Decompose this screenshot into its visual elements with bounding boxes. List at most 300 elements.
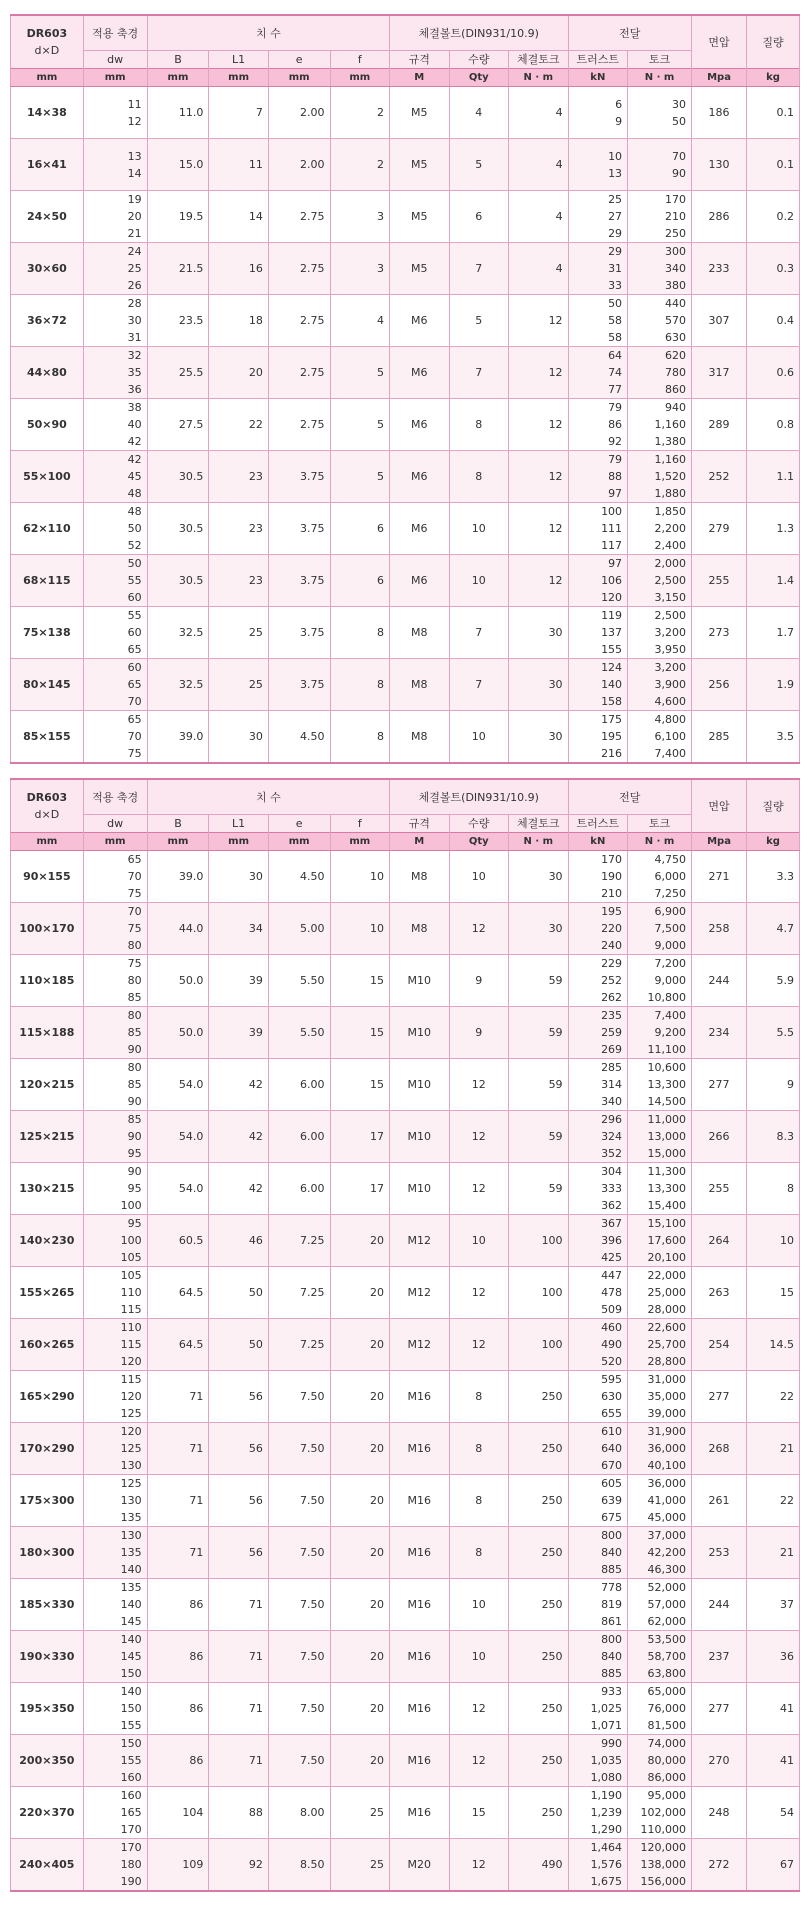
shaft-dw-cell: [83, 347, 147, 399]
mass-cell: 14.5: [747, 1319, 800, 1371]
size-cell: 220×370: [11, 1787, 84, 1839]
b-cell: 71: [147, 1527, 209, 1579]
l1-cell: 71: [209, 1579, 269, 1631]
bolt-qty-cell: 7: [449, 659, 509, 711]
pressure-cell: 255: [691, 1163, 746, 1215]
thrust-value: 170: [601, 853, 623, 866]
thrust-cell: [568, 607, 628, 659]
fasten-torque-cell: 4: [509, 191, 569, 243]
torque-value: 13,300: [647, 1182, 686, 1195]
shaft-dw-cell: [83, 851, 147, 903]
b-cell: 23.5: [147, 295, 209, 347]
table-row: [11, 1319, 800, 1371]
shaft-dw-value: 120: [120, 1355, 142, 1368]
bolt-qty-cell: 12: [449, 1735, 509, 1787]
thrust-value: 1,071: [590, 1719, 623, 1732]
f-cell: 20: [330, 1475, 390, 1527]
pressure-cell: 270: [691, 1735, 746, 1787]
shaft-dw-value: 135: [120, 1511, 142, 1524]
shaft-dw-value: 180: [120, 1858, 142, 1871]
l1-cell: 22: [209, 399, 269, 451]
bolt-spec-cell: M6: [390, 503, 450, 555]
shaft-dw-value: 65: [127, 678, 142, 691]
subheader-L1: L1: [209, 51, 269, 69]
shaft-dw-cell: [83, 399, 147, 451]
torque-cell: [628, 243, 692, 295]
torque-value: 630: [664, 331, 686, 344]
thrust-cell: [568, 1007, 628, 1059]
pressure-cell: 233: [691, 243, 746, 295]
thrust-value: 29: [608, 245, 623, 258]
torque-value: 35,000: [647, 1390, 686, 1403]
thrust-value: 1,290: [590, 1823, 623, 1836]
shaft-dw-value: 60: [127, 626, 142, 639]
table-row: [11, 503, 800, 555]
fasten-torque-cell: 12: [509, 451, 569, 503]
bolt-spec-cell: M8: [390, 607, 450, 659]
torque-value: 1,380: [654, 435, 686, 448]
size-cell: 175×300: [11, 1475, 84, 1527]
thrust-value: 362: [601, 1199, 623, 1212]
shaft-dw-value: 42: [127, 453, 142, 466]
pressure-cell: 234: [691, 1007, 746, 1059]
shaft-dw-cell: [83, 711, 147, 764]
pressure-cell: 271: [691, 851, 746, 903]
torque-value: 3,150: [654, 591, 686, 604]
pressure-cell: 279: [691, 503, 746, 555]
mass-cell: 10: [747, 1215, 800, 1267]
shaft-dw-value: 70: [127, 695, 142, 708]
fasten-torque-cell: 490: [509, 1839, 569, 1892]
fasten-torque-cell: 4: [509, 243, 569, 295]
mass-cell: 0.4: [747, 295, 800, 347]
unit-qty: Qty: [449, 833, 509, 851]
bolt-spec-cell: M16: [390, 1475, 450, 1527]
shaft-dw-value: 105: [120, 1269, 142, 1282]
torque-value: 15,400: [647, 1199, 686, 1212]
thrust-value: 630: [601, 1390, 623, 1403]
fasten-torque-cell: 30: [509, 659, 569, 711]
subheader-B: B: [147, 51, 209, 69]
shaft-dw-value: 135: [120, 1546, 142, 1559]
fasten-torque-cell: 30: [509, 851, 569, 903]
thrust-value: 106: [601, 574, 623, 587]
thrust-value: 840: [601, 1650, 623, 1663]
e-cell: 6.00: [268, 1059, 330, 1111]
shaft-dw-value: 20: [127, 210, 142, 223]
shaft-dw-cell: [83, 1735, 147, 1787]
bolt-qty-cell: 7: [449, 607, 509, 659]
fasten-torque-cell: 30: [509, 903, 569, 955]
mass-cell: 0.1: [747, 87, 800, 139]
thrust-value: 29: [608, 227, 623, 240]
shaft-dw-value: 21: [127, 227, 142, 240]
torque-value: 10,600: [647, 1061, 686, 1074]
unit-dxD: mm: [11, 69, 84, 87]
torque-cell: [628, 1423, 692, 1475]
e-cell: 2.75: [268, 399, 330, 451]
header-mass: 질량: [747, 779, 800, 833]
fasten-torque-cell: 250: [509, 1579, 569, 1631]
e-cell: 7.25: [268, 1215, 330, 1267]
thrust-value: 840: [601, 1546, 623, 1559]
shaft-dw-value: 65: [127, 713, 142, 726]
shaft-dw-cell: [83, 1423, 147, 1475]
thrust-value: 111: [601, 522, 623, 535]
torque-value: 62,000: [647, 1615, 686, 1628]
l1-cell: 42: [209, 1059, 269, 1111]
header-surface-pressure: 면압: [691, 15, 746, 69]
thrust-value: 259: [601, 1026, 623, 1039]
e-cell: 5.00: [268, 903, 330, 955]
torque-value: 6,900: [654, 905, 686, 918]
bolt-qty-cell: 10: [449, 503, 509, 555]
shaft-dw-value: 36: [127, 383, 142, 396]
shaft-dw-value: 35: [127, 366, 142, 379]
shaft-dw-value: 80: [127, 974, 142, 987]
mass-cell: 22: [747, 1371, 800, 1423]
e-cell: 7.50: [268, 1527, 330, 1579]
shaft-dw-value: 90: [127, 1095, 142, 1108]
l1-cell: 50: [209, 1267, 269, 1319]
shaft-dw-value: 140: [120, 1633, 142, 1646]
torque-value: 36,000: [647, 1442, 686, 1455]
bolt-spec-cell: M5: [390, 191, 450, 243]
table-row: [11, 1059, 800, 1111]
subheader-torque: 토크: [628, 815, 692, 833]
l1-cell: 92: [209, 1839, 269, 1892]
f-cell: 8: [330, 659, 390, 711]
torque-value: 156,000: [640, 1875, 686, 1888]
f-cell: 20: [330, 1319, 390, 1371]
mass-cell: 1.4: [747, 555, 800, 607]
size-cell: 30×60: [11, 243, 84, 295]
thrust-cell: [568, 1475, 628, 1527]
torque-cell: [628, 1319, 692, 1371]
mass-cell: 9: [747, 1059, 800, 1111]
mass-cell: 36: [747, 1631, 800, 1683]
pressure-cell: 248: [691, 1787, 746, 1839]
bolt-spec-cell: M8: [390, 711, 450, 764]
shaft-dw-value: 48: [127, 487, 142, 500]
pressure-cell: 266: [691, 1111, 746, 1163]
unit-L1: mm: [209, 833, 269, 851]
header-title-line2: d×D: [34, 808, 60, 821]
header-transmit: 전달: [568, 15, 691, 51]
fasten-torque-cell: 4: [509, 87, 569, 139]
mass-cell: 1.3: [747, 503, 800, 555]
torque-value: 22,600: [647, 1321, 686, 1334]
shaft-dw-value: 32: [127, 349, 142, 362]
bolt-spec-cell: M10: [390, 1007, 450, 1059]
torque-value: 780: [664, 366, 686, 379]
table-row: [11, 1475, 800, 1527]
thrust-value: 74: [608, 366, 623, 379]
bolt-qty-cell: 10: [449, 1631, 509, 1683]
mass-cell: 0.8: [747, 399, 800, 451]
size-cell: 68×115: [11, 555, 84, 607]
torque-value: 1,160: [654, 418, 686, 431]
thrust-value: 50: [608, 297, 623, 310]
shaft-dw-value: 70: [127, 870, 142, 883]
torque-value: 2,500: [654, 609, 686, 622]
thrust-value: 175: [601, 713, 623, 726]
size-cell: 130×215: [11, 1163, 84, 1215]
torque-value: 15,000: [647, 1147, 686, 1160]
shaft-dw-value: 165: [120, 1806, 142, 1819]
f-cell: 2: [330, 139, 390, 191]
thrust-value: 88: [608, 470, 623, 483]
e-cell: 7.50: [268, 1423, 330, 1475]
b-cell: 54.0: [147, 1111, 209, 1163]
shaft-dw-value: 85: [127, 1026, 142, 1039]
shaft-dw-value: 125: [120, 1442, 142, 1455]
f-cell: 4: [330, 295, 390, 347]
mass-cell: 0.3: [747, 243, 800, 295]
pressure-cell: 237: [691, 1631, 746, 1683]
thrust-value: 340: [601, 1095, 623, 1108]
e-cell: 8.00: [268, 1787, 330, 1839]
thrust-cell: [568, 1371, 628, 1423]
b-cell: 71: [147, 1423, 209, 1475]
fasten-torque-cell: 59: [509, 1163, 569, 1215]
shaft-dw-cell: [83, 1631, 147, 1683]
shaft-dw-value: 190: [120, 1875, 142, 1888]
e-cell: 7.50: [268, 1475, 330, 1527]
pressure-cell: 277: [691, 1683, 746, 1735]
b-cell: 25.5: [147, 347, 209, 399]
b-cell: 50.0: [147, 955, 209, 1007]
shaft-dw-value: 70: [127, 905, 142, 918]
bolt-qty-cell: 10: [449, 711, 509, 764]
bolt-qty-cell: 15: [449, 1787, 509, 1839]
shaft-dw-value: 170: [120, 1823, 142, 1836]
thrust-value: 97: [608, 487, 623, 500]
thrust-cell: [568, 503, 628, 555]
b-cell: 109: [147, 1839, 209, 1892]
shaft-dw-value: 140: [120, 1685, 142, 1698]
torque-value: 17,600: [647, 1234, 686, 1247]
torque-value: 11,300: [647, 1165, 686, 1178]
thrust-value: 117: [601, 539, 623, 552]
l1-cell: 71: [209, 1735, 269, 1787]
size-cell: 80×145: [11, 659, 84, 711]
torque-value: 9,200: [654, 1026, 686, 1039]
thrust-value: 1,675: [590, 1875, 623, 1888]
torque-value: 170: [664, 193, 686, 206]
torque-value: 2,200: [654, 522, 686, 535]
thrust-value: 800: [601, 1529, 623, 1542]
shaft-dw-value: 120: [120, 1390, 142, 1403]
pressure-cell: 277: [691, 1059, 746, 1111]
table-row: [11, 1163, 800, 1215]
subheader-thrust: 트러스트: [568, 815, 628, 833]
bolt-qty-cell: 12: [449, 1111, 509, 1163]
torque-value: 37,000: [647, 1529, 686, 1542]
l1-cell: 23: [209, 451, 269, 503]
thrust-value: 605: [601, 1477, 623, 1490]
f-cell: 10: [330, 903, 390, 955]
thrust-cell: [568, 555, 628, 607]
b-cell: 30.5: [147, 555, 209, 607]
e-cell: 7.50: [268, 1371, 330, 1423]
bolt-spec-cell: M6: [390, 399, 450, 451]
f-cell: 5: [330, 451, 390, 503]
thrust-value: 778: [601, 1581, 623, 1594]
b-cell: 50.0: [147, 1007, 209, 1059]
thrust-value: 195: [601, 730, 623, 743]
thrust-value: 120: [601, 591, 623, 604]
fasten-torque-cell: 59: [509, 955, 569, 1007]
bolt-spec-cell: M5: [390, 139, 450, 191]
mass-cell: 0.1: [747, 139, 800, 191]
e-cell: 3.75: [268, 451, 330, 503]
fasten-torque-cell: 250: [509, 1683, 569, 1735]
torque-value: 9,000: [654, 974, 686, 987]
unit-e: mm: [268, 69, 330, 87]
torque-value: 95,000: [647, 1789, 686, 1802]
torque-cell: [628, 1839, 692, 1892]
shaft-dw-value: 140: [120, 1598, 142, 1611]
f-cell: 17: [330, 1163, 390, 1215]
f-cell: 20: [330, 1527, 390, 1579]
shaft-dw-value: 100: [120, 1199, 142, 1212]
thrust-value: 367: [601, 1217, 623, 1230]
bolt-qty-cell: 4: [449, 87, 509, 139]
b-cell: 71: [147, 1475, 209, 1527]
table-row: [11, 1839, 800, 1892]
bolt-spec-cell: M12: [390, 1215, 450, 1267]
thrust-value: 352: [601, 1147, 623, 1160]
bolt-spec-cell: M8: [390, 903, 450, 955]
thrust-value: 333: [601, 1182, 623, 1195]
subheader-torque-fasten: 체결토크: [509, 815, 569, 833]
table-row: [11, 243, 800, 295]
torque-value: 7,500: [654, 922, 686, 935]
torque-cell: [628, 659, 692, 711]
bolt-qty-cell: 8: [449, 399, 509, 451]
bolt-qty-cell: 8: [449, 1423, 509, 1475]
thrust-value: 285: [601, 1061, 623, 1074]
header-bolt: 체결볼트(DIN931/10.9): [390, 779, 569, 815]
unit-e: mm: [268, 833, 330, 851]
shaft-dw-value: 155: [120, 1719, 142, 1732]
torque-value: 13,000: [647, 1130, 686, 1143]
l1-cell: 25: [209, 659, 269, 711]
unit-f: mm: [330, 833, 390, 851]
torque-value: 11,000: [647, 1113, 686, 1126]
torque-value: 57,000: [647, 1598, 686, 1611]
torque-cell: [628, 1683, 692, 1735]
size-cell: 160×265: [11, 1319, 84, 1371]
size-cell: 185×330: [11, 1579, 84, 1631]
torque-value: 4,800: [654, 713, 686, 726]
torque-value: 22,000: [647, 1269, 686, 1282]
thrust-value: 800: [601, 1633, 623, 1646]
torque-value: 25,000: [647, 1286, 686, 1299]
torque-value: 80,000: [647, 1754, 686, 1767]
l1-cell: 14: [209, 191, 269, 243]
pressure-cell: 285: [691, 711, 746, 764]
subheader-e: e: [268, 51, 330, 69]
l1-cell: 39: [209, 1007, 269, 1059]
fasten-torque-cell: 30: [509, 607, 569, 659]
e-cell: 7.25: [268, 1267, 330, 1319]
torque-value: 1,160: [654, 453, 686, 466]
pressure-cell: 264: [691, 1215, 746, 1267]
shaft-dw-value: 60: [127, 661, 142, 674]
bolt-qty-cell: 12: [449, 1839, 509, 1892]
pressure-cell: 263: [691, 1267, 746, 1319]
f-cell: 3: [330, 191, 390, 243]
torque-value: 250: [664, 227, 686, 240]
shaft-dw-value: 110: [120, 1321, 142, 1334]
shaft-dw-value: 50: [127, 522, 142, 535]
table-row: [11, 139, 800, 191]
thrust-value: 478: [601, 1286, 623, 1299]
fasten-torque-cell: 59: [509, 1007, 569, 1059]
table-row: [11, 1215, 800, 1267]
thrust-cell: [568, 347, 628, 399]
bolt-qty-cell: 5: [449, 295, 509, 347]
thrust-value: 92: [608, 435, 623, 448]
shaft-dw-value: 95: [127, 1182, 142, 1195]
torque-value: 74,000: [647, 1737, 686, 1750]
l1-cell: 23: [209, 503, 269, 555]
header-transmit: 전달: [568, 779, 691, 815]
torque-cell: [628, 1735, 692, 1787]
thrust-cell: [568, 1267, 628, 1319]
torque-value: 860: [664, 383, 686, 396]
thrust-value: 460: [601, 1321, 623, 1334]
f-cell: 20: [330, 1423, 390, 1475]
torque-value: 25,700: [647, 1338, 686, 1351]
thrust-cell: [568, 139, 628, 191]
thrust-cell: [568, 1631, 628, 1683]
bolt-spec-cell: M5: [390, 87, 450, 139]
shaft-dw-value: 55: [127, 609, 142, 622]
size-cell: 110×185: [11, 955, 84, 1007]
torque-value: 13,300: [647, 1078, 686, 1091]
table-row: [11, 1631, 800, 1683]
torque-value: 6,000: [654, 870, 686, 883]
fasten-torque-cell: 250: [509, 1371, 569, 1423]
b-cell: 30.5: [147, 503, 209, 555]
thrust-value: 140: [601, 678, 623, 691]
shaft-dw-value: 14: [127, 166, 142, 180]
e-cell: 8.50: [268, 1839, 330, 1892]
size-cell: 44×80: [11, 347, 84, 399]
torque-cell: [628, 87, 692, 139]
torque-value: 620: [664, 349, 686, 362]
shaft-dw-value: 160: [120, 1789, 142, 1802]
shaft-dw-value: 28: [127, 297, 142, 310]
thrust-cell: [568, 1163, 628, 1215]
thrust-cell: [568, 1319, 628, 1371]
unit-spec: M: [390, 833, 450, 851]
thrust-value: 252: [601, 974, 623, 987]
thrust-value: 25: [608, 193, 623, 206]
header-shaft: 적용 축경: [83, 15, 147, 51]
pressure-cell: 261: [691, 1475, 746, 1527]
bolt-qty-cell: 7: [449, 347, 509, 399]
subheader-dw: dw: [83, 815, 147, 833]
table-row: [11, 191, 800, 243]
l1-cell: 88: [209, 1787, 269, 1839]
torque-value: 30: [671, 97, 686, 111]
shaft-dw-value: 155: [120, 1754, 142, 1767]
shaft-dw-cell: [83, 1215, 147, 1267]
